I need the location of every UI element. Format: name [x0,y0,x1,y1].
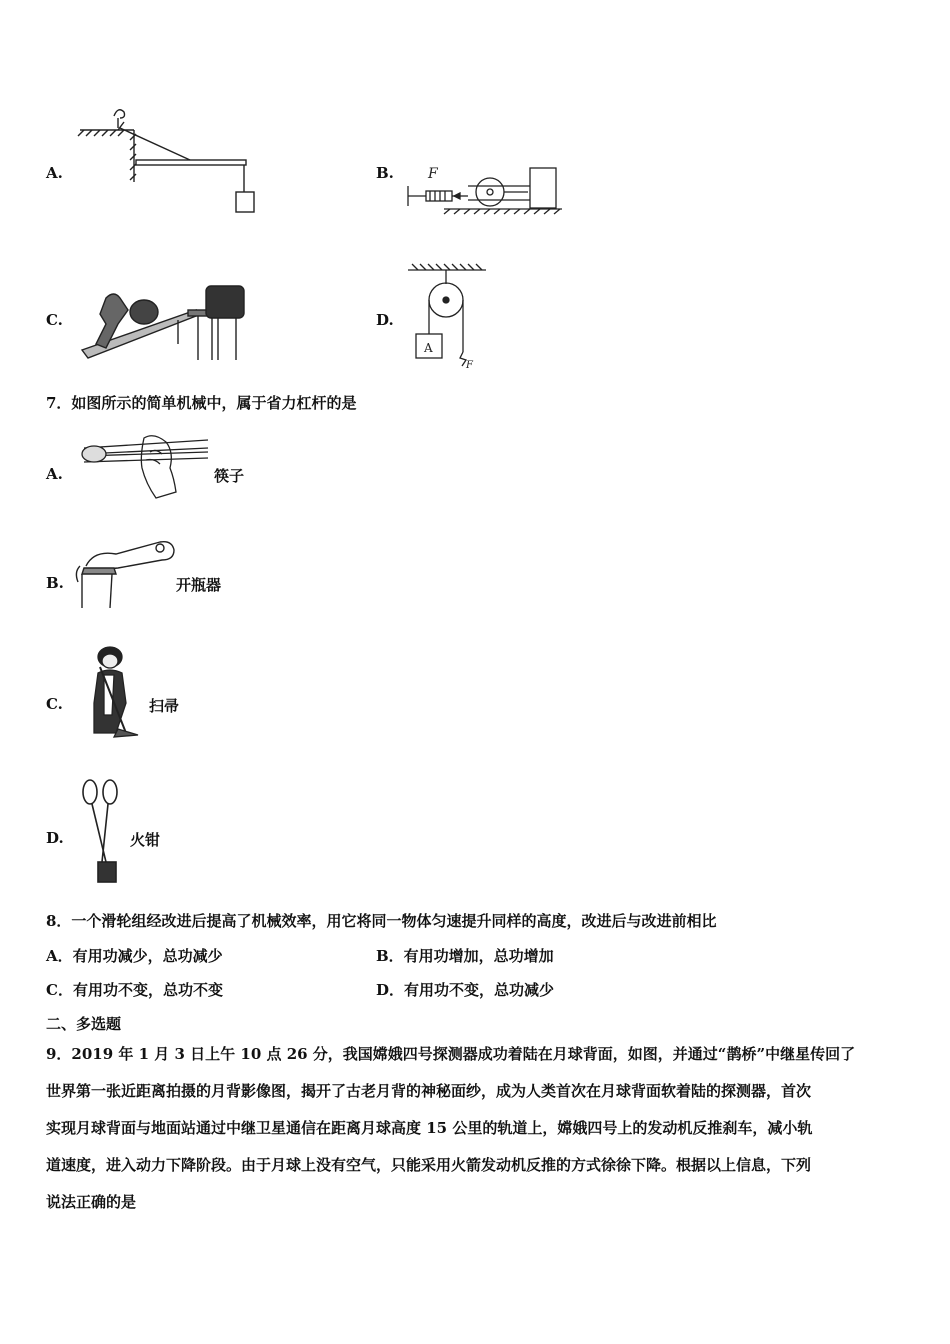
q7-option-b-caption: 开瓶器 [176,576,222,594]
q8-stem: 8．一个滑轮组经改进后提高了机械效率，用它将同一物体匀速提升同样的高度，改进后与改进前相比 [46,912,717,930]
q6-option-c-label: C. [46,311,63,329]
q6-figure-a [78,100,268,220]
q7-option-d-caption: 火钳 [130,831,161,849]
q7-option-a-caption: 筷子 [214,467,245,485]
q7-option-d-label: D. [46,829,64,847]
q7-figure-chopsticks [80,430,210,502]
q9-paragraph [46,1036,906,1221]
section-title-multi-choice: 二、多选题 [46,1015,122,1033]
q8-option-d: D．有用功不变，总功减少 [376,981,555,999]
q9-line: 实现月球背面与地面站通过中继卫星通信在距离月球高度 15 公里的轨道上，嫦娥四号上的发动机反推刹车，减小轨 [46,1119,813,1137]
q9-line: 世界第一张近距离拍摄的月背影像图，揭开了古老月背的神秘面纱，成为人类首次在月球背面软着陆的探测器，首次 [46,1082,812,1100]
q6-option-a-label: A. [46,164,63,182]
q7-option-b-label: B. [46,574,64,592]
q9-line: 9．2019 年 1 月 3 日上午 10 点 26 分，我国嫦娥四号探测器成功着陆在月球背面，如图，并通过“鹊桥”中继星传回了 [46,1045,856,1063]
q6-d-block-label: A [424,341,433,355]
q7-option-c-caption: 扫帚 [149,697,180,715]
q8-option-c: C．有用功不变，总功不变 [46,981,223,999]
q6-option-b-label: B. [376,164,394,182]
q7-figure-broom [80,645,146,739]
q7-option-c-label: C. [46,695,63,713]
q6-d-force-label: F [466,360,473,371]
q9-line: 道速度，进入动力下降阶段。由于月球上没有空气，只能采用火箭发动机反推的方式徐徐下降。根据以上信息，下列 [46,1156,812,1174]
q7-figure-bottle-opener [74,536,176,608]
q7-figure-tongs [78,778,128,888]
q6-figure-b [404,162,564,214]
q6-b-force-label: F [428,166,438,182]
q9-line: 说法正确的是 [46,1193,137,1211]
q7-option-a-label: A. [46,465,63,483]
q6-figure-c [78,280,253,364]
q8-option-a: A．有用功减少，总功减少 [46,947,223,965]
q6-option-d-label: D. [376,311,394,329]
q7-stem: 7．如图所示的简单机械中，属于省力杠杆的是 [46,394,357,412]
q6-figure-d [406,262,490,372]
q8-option-b: B．有用功增加，总功增加 [376,947,554,965]
